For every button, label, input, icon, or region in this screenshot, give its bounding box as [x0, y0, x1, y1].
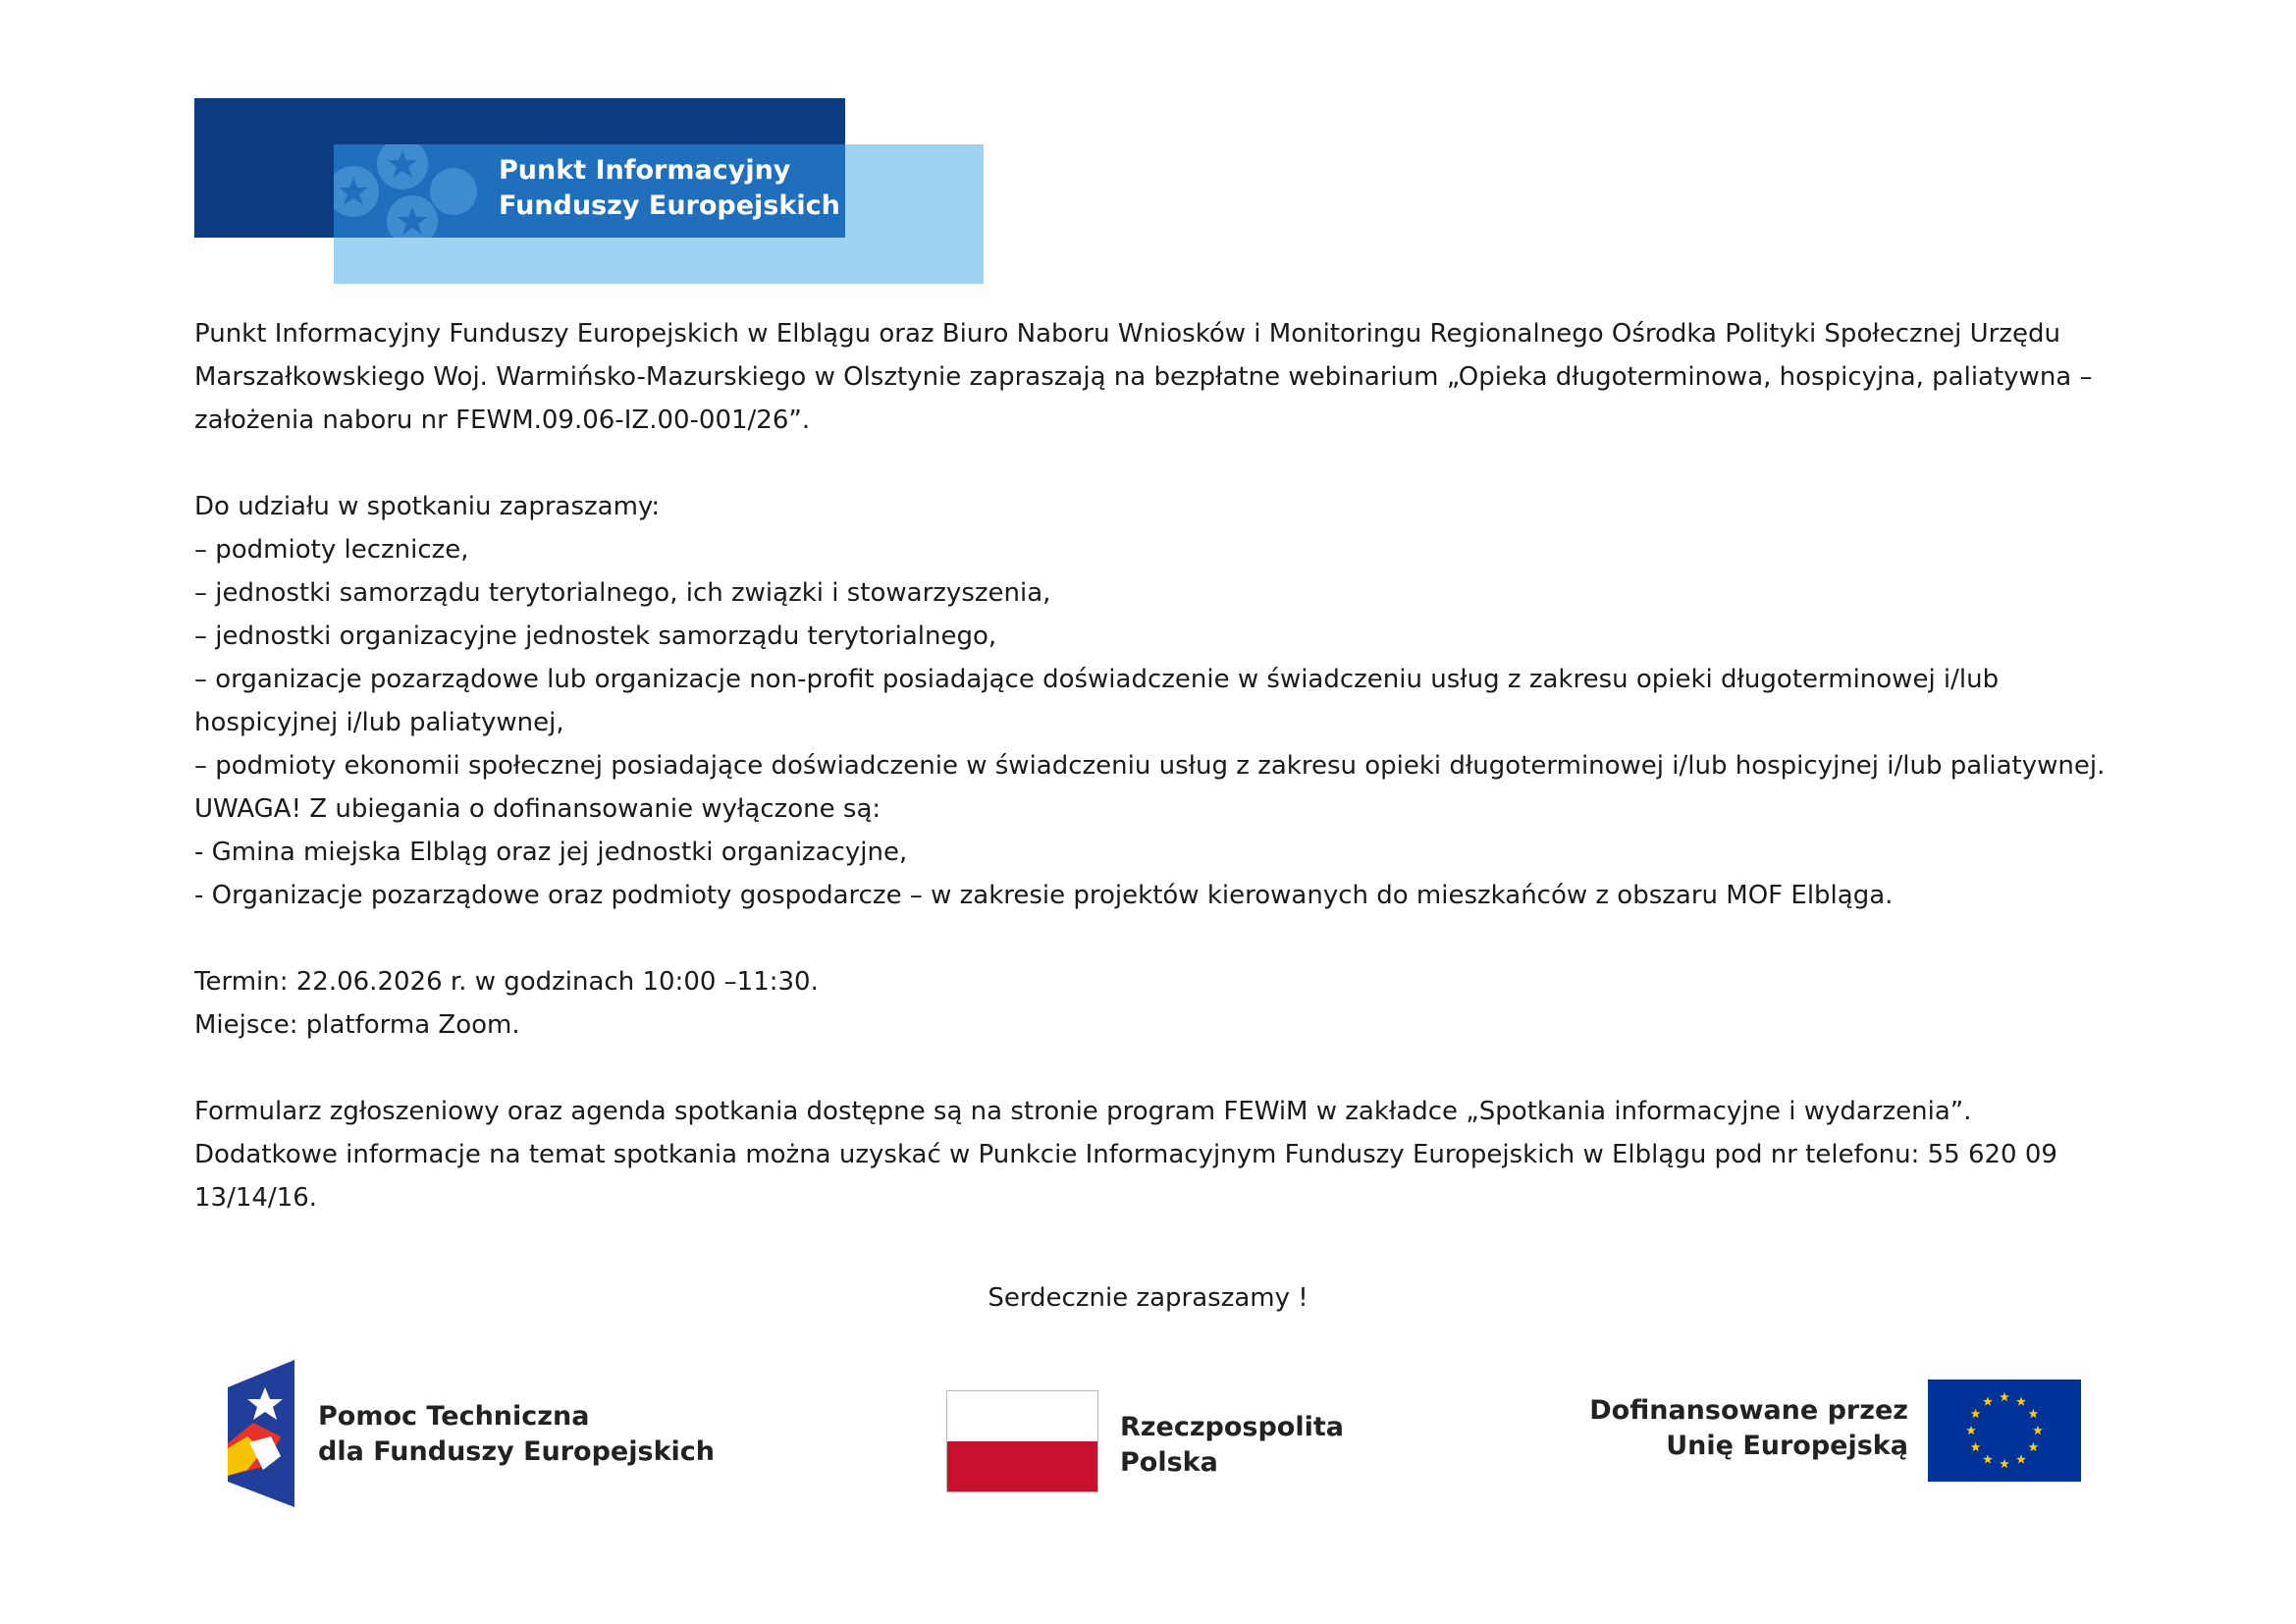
- eu-logo-text: [1589, 1393, 1908, 1464]
- fe-logo-line1: Pomoc Techniczna: [318, 1401, 590, 1432]
- intro-paragraph: Punkt Informacyjny Funduszy Europejskich w Elblągu oraz Biuro Naboru Wniosków i Monitoringu Regionalnego Ośrodka Polityki Społecznej Urzędu Marszałkowskiego Woj. Warmińsko-Mazurskiego w Olsztynie zapraszają na bezpłatne webinarium „Opieka długoterminowa, hospicyjna, paliatywna – założenia naboru nr FEWM.09.06-IZ.00-001/26”.: [194, 319, 2093, 435]
- fundusze-europejskie-logo: [224, 1360, 734, 1507]
- pl-logo-line2: Polska: [1120, 1447, 1218, 1478]
- eu-logo-line2: Unię Europejską: [1666, 1431, 1908, 1461]
- contact-info: Dodatkowe informacje na temat spotkania można uzyskać w Punkcie Informacyjnym Funduszy Europejskich w Elblągu pod nr telefonu: 55 620 09 13/14/16.: [194, 1140, 2057, 1213]
- header-logo-line1: Punkt Informacyjny: [499, 155, 791, 186]
- participant-item: – organizacje pozarządowe lub organizacje non-profit posiadające doświadczenie w świadczeniu usług z zakresu opieki długoterminowej i/lub hospicyjnej i/lub paliatywnej,: [194, 665, 2000, 737]
- pl-logo-line1: Rzeczpospolita: [1120, 1412, 1344, 1442]
- fe-logo-text: [318, 1399, 715, 1470]
- rzeczpospolita-polska-logo: [946, 1390, 1359, 1498]
- participant-item: – podmioty lecznicze,: [194, 535, 469, 565]
- polish-flag-icon: [946, 1390, 1098, 1492]
- participant-item: – jednostki organizacyjne jednostek samorządu terytorialnego,: [194, 622, 997, 651]
- header-logo-text: [499, 153, 840, 224]
- eu-flag-icon: [1928, 1380, 2081, 1482]
- event-place: Miejsce: platforma Zoom.: [194, 1010, 520, 1040]
- warning-heading: UWAGA! Z ubiegania o dofinansowanie wyłączone są:: [194, 794, 881, 824]
- fe-logo-line2: dla Funduszy Europejskich: [318, 1436, 716, 1467]
- excluded-item: - Organizacje pozarządowe oraz podmioty gospodarcze – w zakresie projektów kierowanych do mieszkańców z obszaru MOF Elbląga.: [194, 881, 1894, 910]
- header-logo-line2: Funduszy Europejskich: [499, 190, 840, 221]
- fe-flag-icon: [224, 1360, 302, 1507]
- pl-logo-text: [1120, 1410, 1344, 1481]
- form-info: Formularz zgłoszeniowy oraz agenda spotkania dostępne są na stronie program FEWiM w zakładce „Spotkania informacyjne i wydarzenia”.: [194, 1097, 1972, 1126]
- document-body: [194, 312, 2118, 1219]
- eu-cofinancing-logo: [1589, 1380, 2081, 1488]
- closing-line: Serdecznie zapraszamy !: [988, 1283, 1308, 1313]
- eu-stars-pattern-icon: [334, 144, 491, 238]
- participant-item: – podmioty ekonomii społecznej posiadające doświadczenie w świadczeniu usług z zakresu opieki długoterminowej i/lub hospicyjnej i/lub paliatywnej.: [194, 751, 2106, 781]
- participants-heading: Do udziału w spotkaniu zapraszamy:: [194, 492, 661, 521]
- header-logo: [194, 98, 984, 285]
- eu-logo-line1: Dofinansowane przez: [1589, 1395, 1908, 1426]
- event-date: Termin: 22.06.2026 r. w godzinach 10:00 –11:30.: [194, 967, 819, 997]
- participant-item: – jednostki samorządu terytorialnego, ich związki i stowarzyszenia,: [194, 578, 1051, 608]
- excluded-item: - Gmina miejska Elbląg oraz jej jednostki organizacyjne,: [194, 838, 908, 867]
